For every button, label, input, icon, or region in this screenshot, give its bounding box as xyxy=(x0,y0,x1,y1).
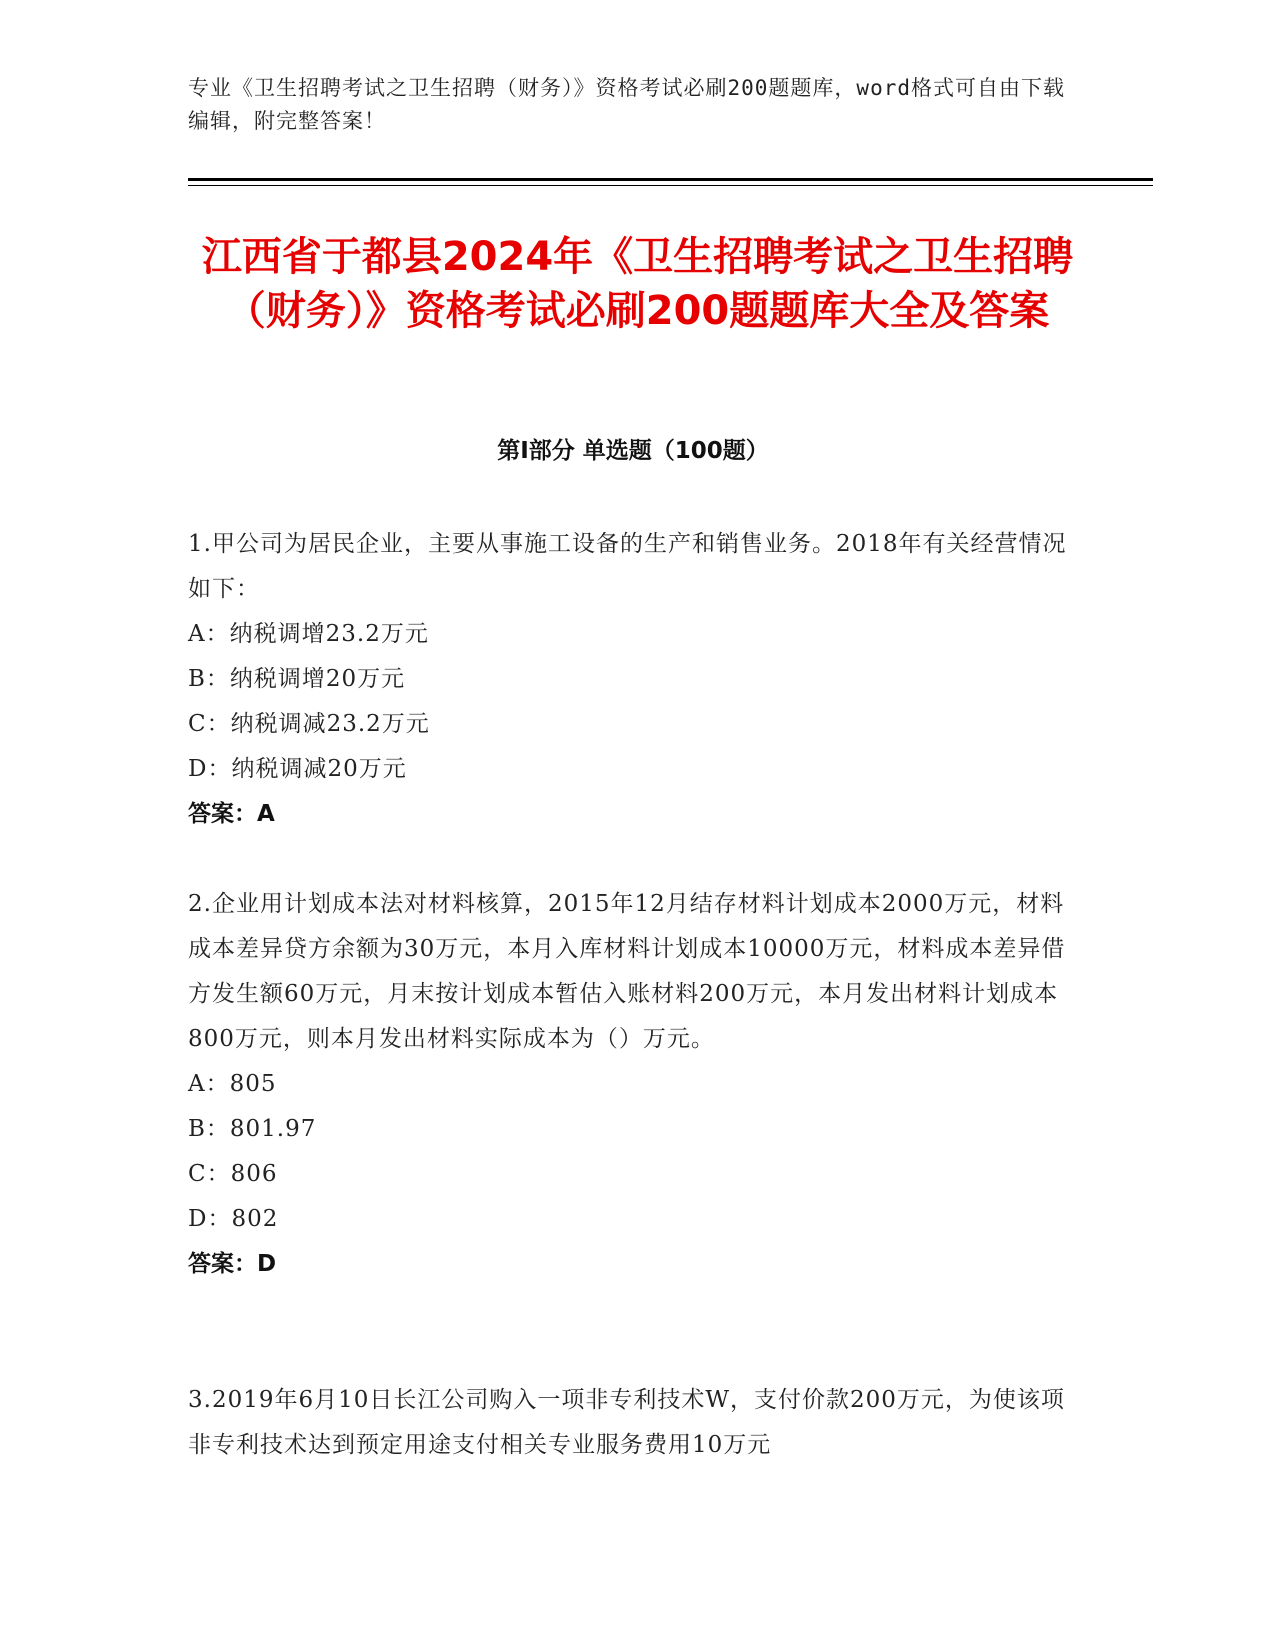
option-a: A：纳税调增23.2万元 xyxy=(188,621,429,647)
question-stem: 2.企业用计划成本法对材料核算，2015年12月结存材料计划成本2000万元，材料成本差异贷方余额为30万元，本月入库材料计划成本10000万元，材料成本差异借方发生额60万元，月末按计划成本暂估入账材料200万元，本月发出材料计划成本800万元，则本月发出材料实际成本为（）万元。 xyxy=(188,891,1066,1052)
header-rule-thick xyxy=(188,178,1153,181)
question-stem: 3.2019年6月10日长江公司购入一项非专利技术W，支付价款200万元，为使该项非专利技术达到预定用途支付相关专业服务费用10万元 xyxy=(188,1387,1065,1458)
option-d: D：纳税调减20万元 xyxy=(188,756,407,782)
document-title: 江西省于都县2024年《卫生招聘考试之卫生招聘（财务）》资格考试必刷200题题库大全及答案 xyxy=(201,234,1074,334)
question-2 xyxy=(188,882,1088,1287)
answer: 答案：A xyxy=(188,801,275,827)
header-rule-thin xyxy=(188,185,1153,186)
option-b: B：纳税调增20万元 xyxy=(188,666,406,692)
option-b: B：801.97 xyxy=(188,1116,317,1142)
option-d: D：802 xyxy=(188,1206,279,1232)
answer: 答案：D xyxy=(188,1251,277,1277)
question-stem: 1.甲公司为居民企业，主要从事施工设备的生产和销售业务。2018年有关经营情况如下： xyxy=(188,531,1067,602)
question-1 xyxy=(188,522,1088,837)
question-3 xyxy=(188,1378,1088,1468)
option-a: A：805 xyxy=(188,1071,277,1097)
option-c: C：纳税调减23.2万元 xyxy=(188,711,430,737)
option-c: C：806 xyxy=(188,1161,278,1187)
header-note: 专业《卫生招聘考试之卫生招聘（财务）》资格考试必刷200题题库，word格式可自由下载编辑，附完整答案！ xyxy=(188,76,1065,133)
section-title: 第I部分 单选题（100题） xyxy=(497,438,769,464)
